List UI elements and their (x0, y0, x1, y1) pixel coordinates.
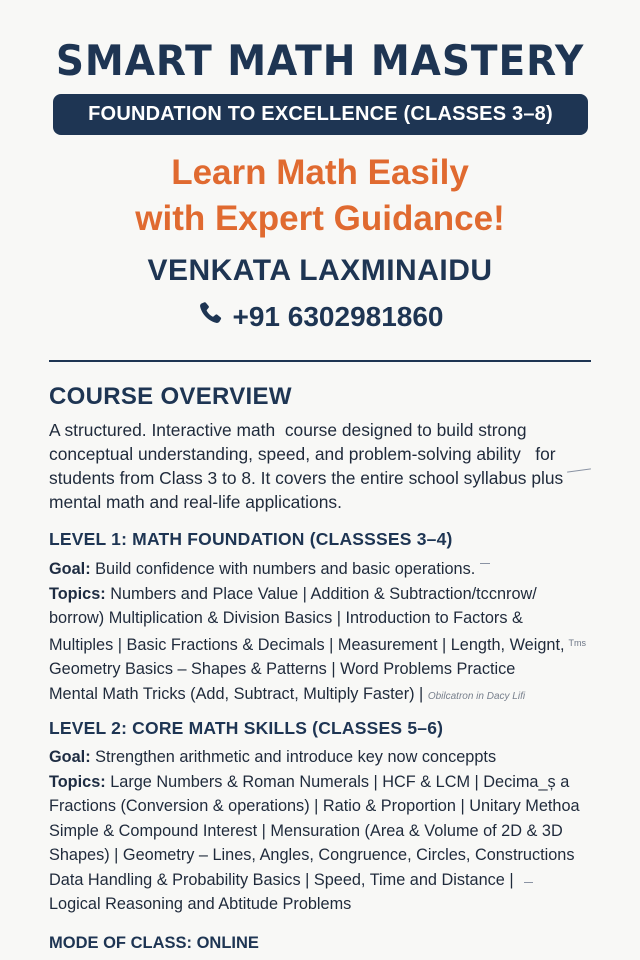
level2-details (49, 745, 609, 917)
tagline (0, 150, 640, 242)
page-title: SMART MATH MASTERY (55, 36, 585, 85)
goal-label: Goal: (49, 748, 91, 766)
goal-label: Goal: (49, 560, 91, 578)
side-note: Obilcatron in Dacy Lifi (427, 690, 526, 702)
topics-line: Simple & Compound Interest | Mensuration (Area & Volume of 2D & 3D (49, 821, 563, 840)
topics-line: borrow) Multiplication & Division Basics | Introduction to Factors & (49, 609, 523, 627)
topics-line-wrap (49, 682, 609, 710)
subtitle-banner-text: FOUNDATION TO EXCELLENCE (CLASSES 3–8) (88, 103, 553, 125)
overview-line: conceptual understanding, speed, and problem-solving ability for (49, 444, 556, 464)
phone-icon (197, 300, 223, 333)
stray-stroke (524, 882, 533, 883)
level1-heading: LEVEL 1: MATH FOUNDATION (CLASSSES 3–4) (49, 529, 453, 549)
phone-number: +91 6302981860 (232, 300, 444, 332)
level1-goal (49, 557, 609, 582)
mode-of-class: MODE OF CLASS: ONLINE (49, 934, 259, 952)
overview-line: students from Class 3 to 8. It covers the entire school syllabus plus (49, 468, 564, 488)
topics-line: Numbers and Place Value | Addition & Subtraction/tccnrow/ (105, 584, 537, 603)
goal-text: Strengthen arithmetic and introduce key now conceppts (90, 748, 497, 766)
topics-line: Mental Math Tricks (Add, Subtract, Multiply Faster) | (49, 684, 424, 703)
overview-line: A structured. Interactive math course designed to build strong (49, 420, 527, 440)
subtitle-banner (53, 94, 588, 135)
topics-line: Large Numbers & Roman Numerals | HCF & LCM | Decima_ș a (105, 772, 570, 791)
level2-topics (49, 770, 609, 795)
level2-goal (49, 745, 609, 770)
topics-label: Topics: (49, 772, 106, 791)
level1-topics (49, 582, 609, 607)
tagline-line-1: Learn Math Easily (171, 153, 469, 192)
stray-stroke (480, 563, 490, 564)
tagline-line-2: with Expert Guidance! (135, 199, 505, 238)
level1-details (49, 557, 609, 709)
overview-line: mental math and real-life applications. (49, 492, 342, 512)
topics-line: Data Handling & Probability Basics | Speed, Time and Distance | (49, 870, 514, 889)
topics-line: Multiples | Basic Fractions & Decimals | Measurement | Length, Weignt, (49, 635, 565, 654)
overview-paragraph (49, 418, 599, 514)
topics-line: Fractions (Conversion & operations) | Ratio & Proportion | Unitary Methoa (49, 797, 580, 815)
topics-line: Shapes) | Geometry – Lines, Angles, Congruence, Circles, Constructions (49, 846, 575, 864)
overview-heading: COURSE OVERVIEW (49, 383, 292, 410)
topics-line: Geometry Basics – Shapes & Patterns | Word Problems Practice (49, 660, 516, 678)
section-divider (49, 360, 591, 362)
topics-line-wrap (49, 631, 609, 658)
topics-line: Logical Reasoning and Abtitude Problems (49, 895, 352, 913)
goal-text: Build confidence with numbers and basic operations. (90, 560, 476, 578)
phone-contact[interactable] (0, 300, 640, 333)
level2-heading: LEVEL 2: CORE MATH SKILLS (CLASSES 5–6) (49, 718, 444, 738)
instructor-name: VENKATA LAXMINAIDU (147, 254, 493, 287)
side-note: Tms (568, 637, 586, 648)
topics-label: Topics: (49, 584, 106, 603)
